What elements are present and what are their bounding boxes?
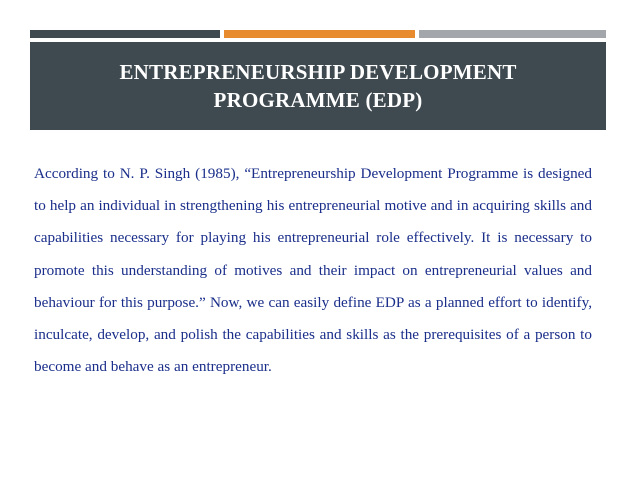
slide-title bbox=[119, 58, 516, 114]
slide-title-line-2: PROGRAMME (EDP) bbox=[213, 88, 423, 112]
title-banner bbox=[30, 42, 606, 130]
stripe-dark bbox=[30, 30, 220, 38]
decorative-stripes bbox=[30, 30, 606, 38]
stripe-gray bbox=[419, 30, 606, 38]
slide-body-paragraph: According to N. P. Singh (1985), “Entrepreneurship Development Programme is designed to help an individual in strengthening his entrepreneurial motive and in acquiring skills and capabilities necessary for playing his entrepreneurial role effectively. It is necessary to promote this understanding of motives and their impact on entrepreneurial values and behaviour for this purpose.” Now, we can easily define EDP as a planned effort to identify, inculcate, develop, and polish the capabilities and skills as the prerequisites of a person to become and behave as an entrepreneur. bbox=[34, 165, 592, 376]
slide-title-line-1: ENTREPRENEURSHIP DEVELOPMENT bbox=[119, 60, 517, 84]
stripe-orange bbox=[224, 30, 415, 38]
